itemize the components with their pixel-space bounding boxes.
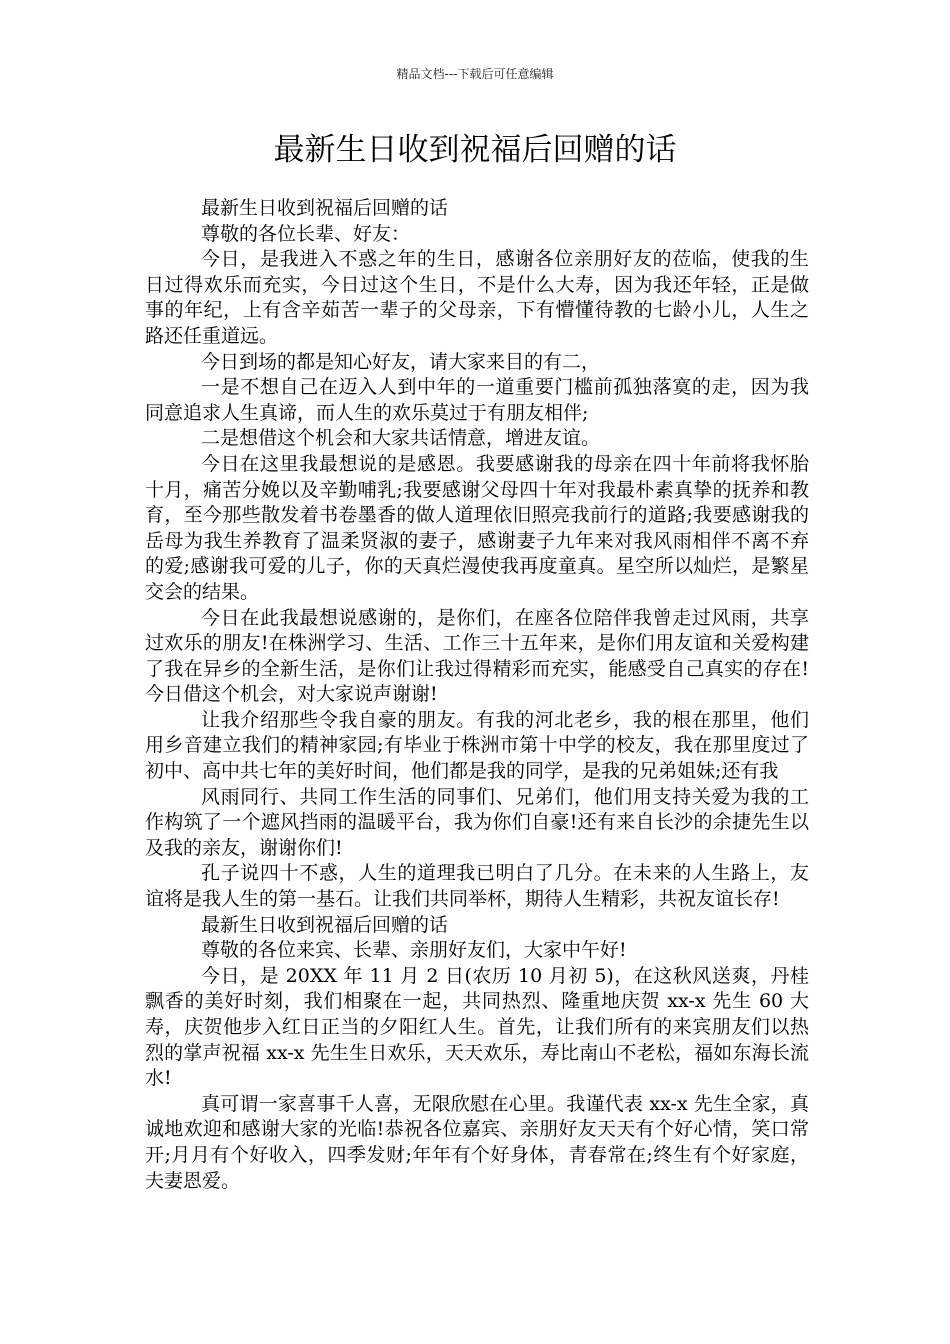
- paragraph: 今日到场的都是知心好友，请大家来目的有二，: [201, 350, 601, 373]
- paragraph: 风雨同行、共同工作生活的同事们、兄弟们，他们用支持关爱为我的工作构筑了一个遮风挡雨的温暖平台，我为你们自豪!还有来自长沙的余捷先生以及我的亲友，谢谢你们!: [145, 785, 809, 859]
- paragraph: 今日，是我进入不惑之年的生日，感谢各位亲朋好友的莅临，使我的生日过得欢乐而充实，今日过这个生日，不是什么大寿，因为我还年轻，正是做事的年纪，上有含辛茹苦一辈子的父母亲，下有懵懂待教的七龄小儿，人生之路还任重道远。: [145, 248, 809, 347]
- paragraph: 真可谓一家喜事千人喜，无限欣慰在心里。我谨代表 xx-x 先生全家，真诚地欢迎和感谢大家的光临!恭祝各位嘉宾、亲朋好友天天有个好心情，笑口常开;月月有个好收入，四季发财;年年有个好身体，青春常在;终生有个好家庭，夫妻恩爱。: [145, 1092, 809, 1192]
- paragraph: 一是不想自己在迈入人到中年的一道重要门槛前孤独落寞的走，因为我同意追求人生真谛，而人生的欢乐莫过于有朋友相伴;: [145, 376, 809, 424]
- paragraph: 二是想借这个机会和大家共话情意，增进友谊。: [201, 427, 601, 450]
- paragraph: 孔子说四十不惑，人生的道理我已明白了几分。在未来的人生路上，友谊将是我人生的第一基石。让我们共同举杯，期待人生精彩，共祝友谊长存!: [145, 862, 809, 911]
- paragraph: 尊敬的各位来宾、长辈、亲朋好友们，大家中午好!: [201, 939, 627, 962]
- paragraph: 今日在此我最想说感谢的，是你们，在座各位陪伴我曾走过风雨，共享过欢乐的朋友!在株洲学习、生活、工作三十五年来，是你们用友谊和关爱构建了我在异乡的全新生活，是你们让我过得精彩而充实，能感受自己真实的存在!今日借这个机会，对大家说声谢谢!: [145, 606, 809, 706]
- paragraph: 最新生日收到祝福后回赠的话: [201, 197, 449, 219]
- paragraph: 今日，是 20XX 年 11 月 2 日(农历 10 月初 5)，在这秋风送爽，丹桂飘香的美好时刻，我们相聚在一起，共同热烈、隆重地庆贺 xx-x 先生 60 大寿，庆贺他步入红日正当的夕阳红人生。首先，让我们所有的来宾朋友们以热烈的掌声祝福 xx-x 先生生日欢乐，天天欢乐，寿比南山不老松，福如东海长流水!: [145, 964, 809, 1090]
- paragraph: 最新生日收到祝福后回赠的话: [201, 913, 449, 936]
- document-title: 最新生日收到祝福后回赠的话: [273, 132, 677, 168]
- paragraph: 今日在这里我最想说的是感恩。我要感谢我的母亲在四十年前将我怀胎十月，痛苦分娩以及辛勤哺乳;我要感谢父母四十年对我最朴素真挚的抚养和教育，至今那些散发着书卷墨香的做人道理依旧照亮我前行的道路;我要感谢我的岳母为我生养教育了温柔贤淑的妻子，感谢妻子九年来对我风雨相伴不离不弃的爱;感谢我可爱的儿子，你的天真烂漫使我再度童真。星空所以灿烂，是繁星交会的结果。: [145, 452, 809, 603]
- paragraph: 尊敬的各位长辈、好友：: [201, 222, 411, 245]
- header-note: 精品文档---下载后可任意编辑: [396, 67, 554, 81]
- paragraph: 让我介绍那些令我自豪的朋友。有我的河北老乡，我的根在那里，他们用乡音建立我们的精神家园;有毕业于株洲市第十中学的校友，我在那里度过了初中、高中共七年的美好时间，他们都是我的同学，是我的兄弟姐妹;还有我: [145, 708, 809, 783]
- document-body: [145, 196, 809, 1194]
